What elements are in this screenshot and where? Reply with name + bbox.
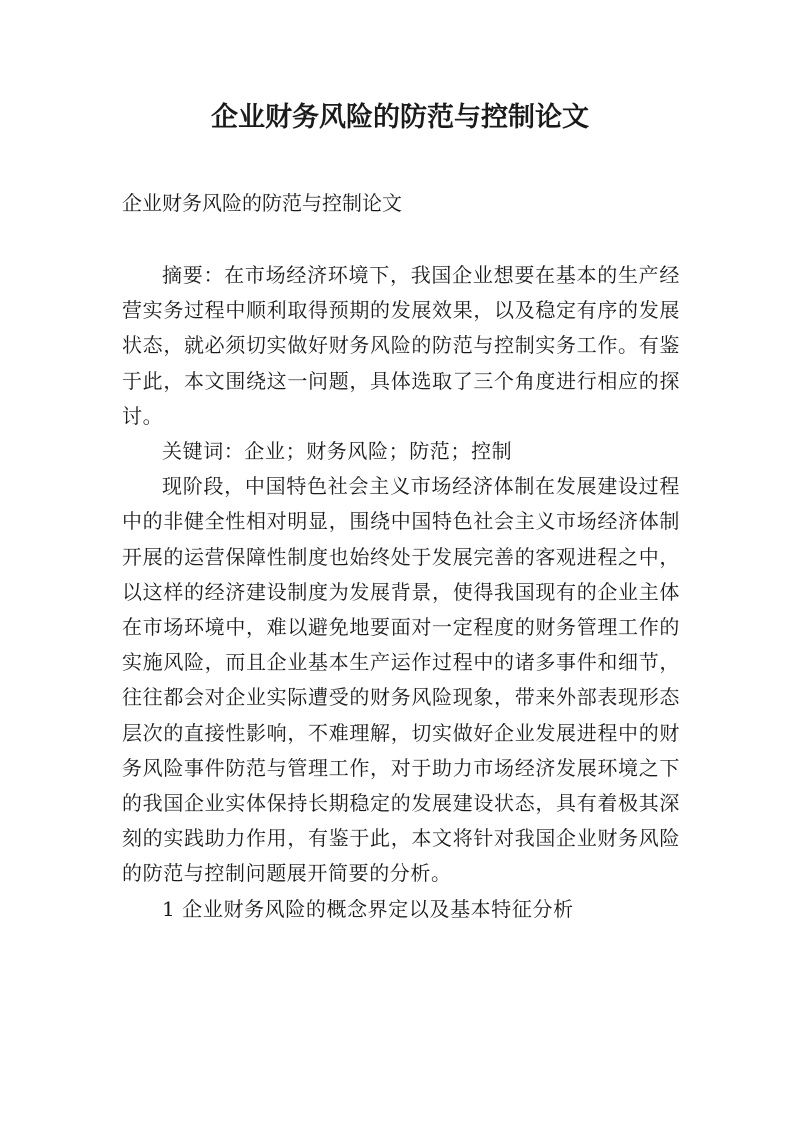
document-body (122, 258, 680, 927)
document-subtitle: 企业财务风险的防范与控制论文 (122, 191, 402, 215)
document-title: 企业财务风险的防范与控制论文 (211, 102, 589, 133)
intro-paragraph: 现阶段，中国特色社会主义市场经济体制在发展建设过程中的非健全性相对明显，围绕中国特色社会主义市场经济体制开展的运营保障性制度也始终处于发展完善的客观进程之中，以这样的经济建设制度为发展背景，使得我国现有的企业主体在市场环境中，难以避免地要面对一定程度的财务管理工作的实施风险，而且企业基本生产运作过程中的诸多事件和细节，往往都会对企业实际遭受的财务风险现象，带来外部表现形态层次的直接性影响，不难理解，切实做好企业发展进程中的财务风险事件防范与管理工作，对于助力市场经济发展环境之下的我国企业实体保持长期稳定的发展建设状态，具有着极其深刻的实践助力作用，有鉴于此，本文将针对我国企业财务风险的防范与控制问题展开简要的分析。 (122, 474, 680, 886)
keywords-paragraph: 关键词：企业；财务风险；防范；控制 (162, 439, 513, 464)
section-heading: 1 企业财务风险的概念界定以及基本特征分析 (162, 896, 574, 921)
abstract-paragraph: 摘要：在市场经济环境下，我国企业想要在基本的生产经营实务过程中顺利取得预期的发展效果，以及稳定有序的发展状态，就必须切实做好财务风险的防范与控制实务工作。有鉴于此，本文围绕这一问题，具体选取了三个角度进行相应的探讨。 (122, 263, 680, 428)
